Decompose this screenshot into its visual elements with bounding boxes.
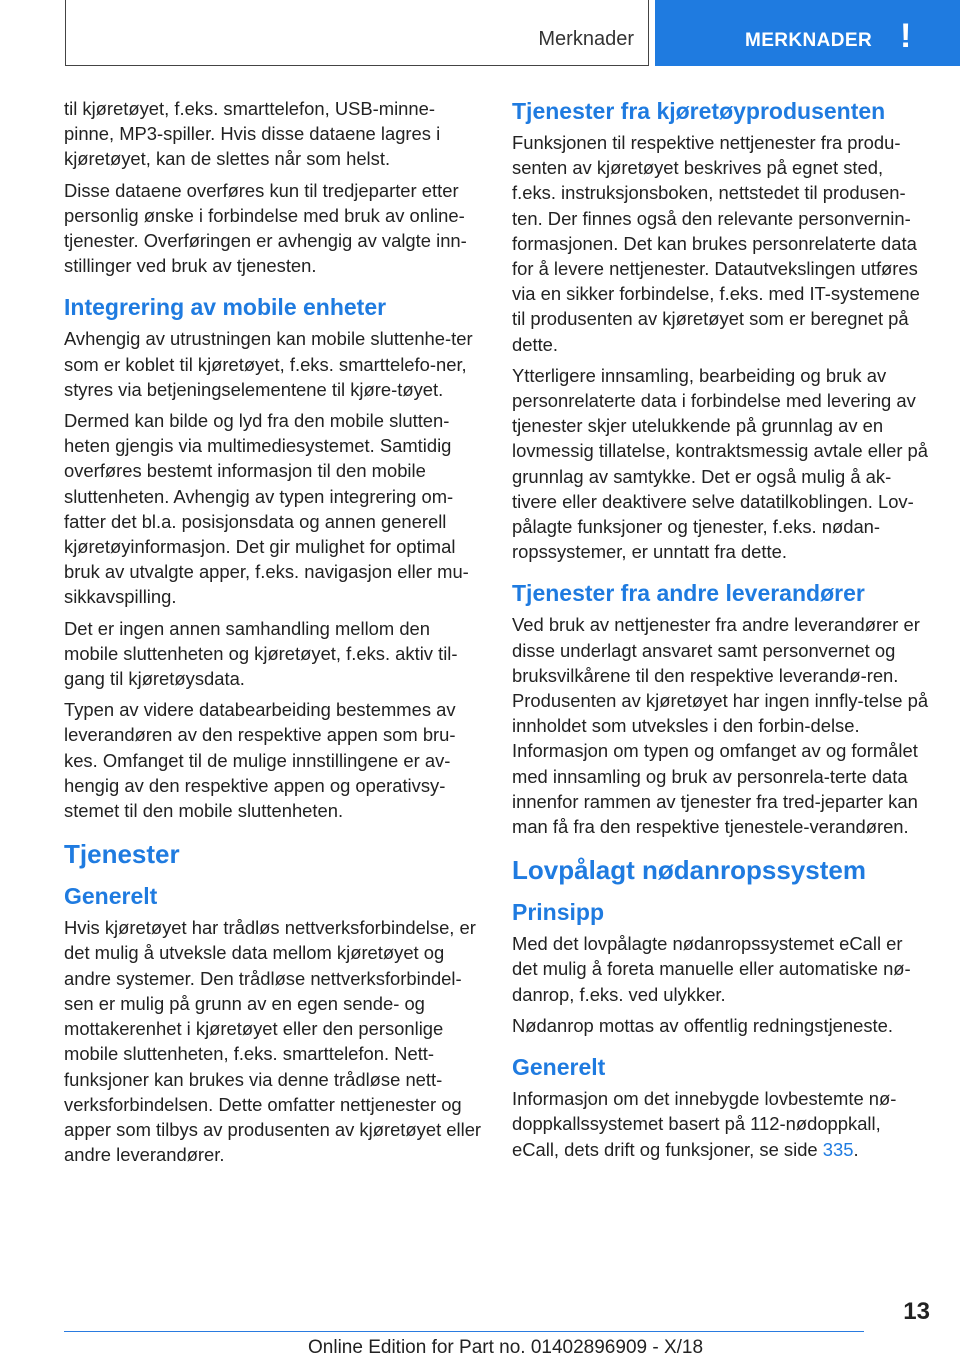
right-column xyxy=(512,96,930,1168)
paragraph: til kjøretøyet, f.eks. smarttelefon, USB-minne-pinne, MP3-spiller. Hvis disse dataene lagres i kjøretøyet, kan de slettes når som helst. xyxy=(64,98,441,170)
paragraph: Dermed kan bilde og lyd fra den mobile slutten-heten gjengis via multimediesystemet. Samtidig overføres bestemt informasjon til den mobile sluttenheten. Avhengig av typen integrering om-fatter det bl.a. posisjonsdata og annen generell kjøretøyinformasjon. Det gir mulighet for optimal bruk av utvalgte apper, f.eks. navigasjon eller mu-sikkavspilling. xyxy=(64,410,469,608)
paragraph-text: Informasjon om det innebygde lovbestemte nø-doppkallssystemet basert på 112-nødoppkall, eCall, dets drift og funksjoner, se side xyxy=(512,1088,897,1160)
paragraph: Ytterligere innsamling, bearbeiding og bruk av personrelaterte data i forbindelse med levering av tjenester skjer utelukkende på grunnlag av en lovmessig tillatelse, kontraktsmessig avtale eller på grunnlag av samtykke. Det er også mulig å ak-tivere eller deaktivere selve datatilkoblingen. Lov-pålagte funksjoner og tjenester, f.eks. nødan-ropssystemer, er unntatt fra dette. xyxy=(512,364,929,563)
footer-edition: Online Edition for Part no. 01402896909 - X/18 xyxy=(308,1337,704,1358)
heading-services: Tjenester xyxy=(64,839,180,870)
paragraph: Funksjonen til respektive nettjenester fra produ-senten av kjøretøyet beskrives på egnet sted, f.eks. instruksjonsboken, nettstedet til produsen-ten. Der finnes også den relevante personvernin-formasjonen. Det kan brukes personrelaterte data for å levere nettjenester. Datautvekslingen utføres via en sikker forbindelse, f.eks. med IT-systemene til produsenten av kjøretøyet som er beregnet på dette. xyxy=(512,132,920,355)
heading-general: Generelt xyxy=(64,883,158,910)
heading-ecall: Lovpålagt nødanropssystem xyxy=(512,855,866,886)
paragraph: Med det lovpålagte nødanropssystemet eCall er det mulig å foreta manuelle eller automatiske nø-danrop, f.eks. ved ulykker. xyxy=(512,933,911,1005)
paragraph: Disse dataene overføres kun til tredjeparter etter personlig ønske i forbindelse med bruk av online-tjenester. Overføringen er avhengig av valgte inn-stillinger ved bruk av tjenesten. xyxy=(64,179,467,277)
paragraph: Typen av videre databearbeiding bestemmes av leverandøren av den respektive appen som bru-kes. Omfanget til de mulige innstillingene er av-hengig av den respektive appen og operativsy-stemet til den mobile sluttenheten. xyxy=(64,699,456,822)
paragraph: Ved bruk av nettjenester fra andre leverandører er disse underlagt ansvaret samt personvernet og bruksvilkårene til den respektive leverandø-ren. Produsenten av kjøretøyet har ingen innfly-telse på innholdet som utveksles i den forbin-delse. Informasjon om typen og omfanget av og formålet med innsamling og bruk av personrela-terte data innenfor rammen av tjenester fra tred-jeparter kan man få fra den respektive tjenestele-verandøren. xyxy=(512,614,929,838)
chapter-tab xyxy=(65,0,649,66)
chapter-title: Merknader xyxy=(538,28,634,50)
footer-divider xyxy=(64,1331,864,1332)
section-tab xyxy=(655,0,960,66)
paragraph: Nødanrop mottas av offentlig redningstjeneste. xyxy=(512,1014,893,1036)
paragraph-end: . xyxy=(853,1138,859,1160)
paragraph: Avhengig av utrustningen kan mobile sluttenhe-ter som er koblet til kjøretøyet, f.eks. smarttelefo-ner, styres via betjeningselementene til kjøre-tøyet. xyxy=(64,328,473,400)
paragraph xyxy=(512,1086,930,1162)
heading-principle: Prinsipp xyxy=(512,899,605,926)
page-number: 13 xyxy=(903,1298,930,1325)
exclamation-icon: ! xyxy=(900,17,912,55)
paragraph: Det er ingen annen samhandling mellom den mobile sluttenheten og kjøretøyet, f.eks. aktiv til-gang til kjøretøysdata. xyxy=(64,617,458,690)
page-header xyxy=(0,0,960,66)
paragraph: Hvis kjøretøyet har trådløs nettverksforbindelse, er det mulig å utveksle data mellom kjøretøyet og andre systemer. Den trådløse nettverksforbindel-sen er mulig på grunn av en egen sende- og mottakerenhet i kjøretøyet eller den personlige mobile sluttenheten, f.eks. smarttelefon. Nett-funksjoner kan brukes via denne trådløse nett-verksforbindelsen. Dette omfatter nettjenester og apper som tilbys av produsenten av kjøretøyet eller andre leverandører. xyxy=(64,917,482,1166)
heading-mobile-integration: Integrering av mobile enheter xyxy=(64,294,387,321)
section-title: MERKNADER xyxy=(745,30,873,51)
heading-general: Generelt xyxy=(512,1054,606,1081)
left-column xyxy=(64,96,482,1173)
heading-other-providers: Tjenester fra andre leverandører xyxy=(512,580,865,607)
page-reference-link[interactable]: 335 xyxy=(822,1138,854,1160)
heading-manufacturer-services: Tjenester fra kjøretøyprodusenten xyxy=(512,98,886,124)
